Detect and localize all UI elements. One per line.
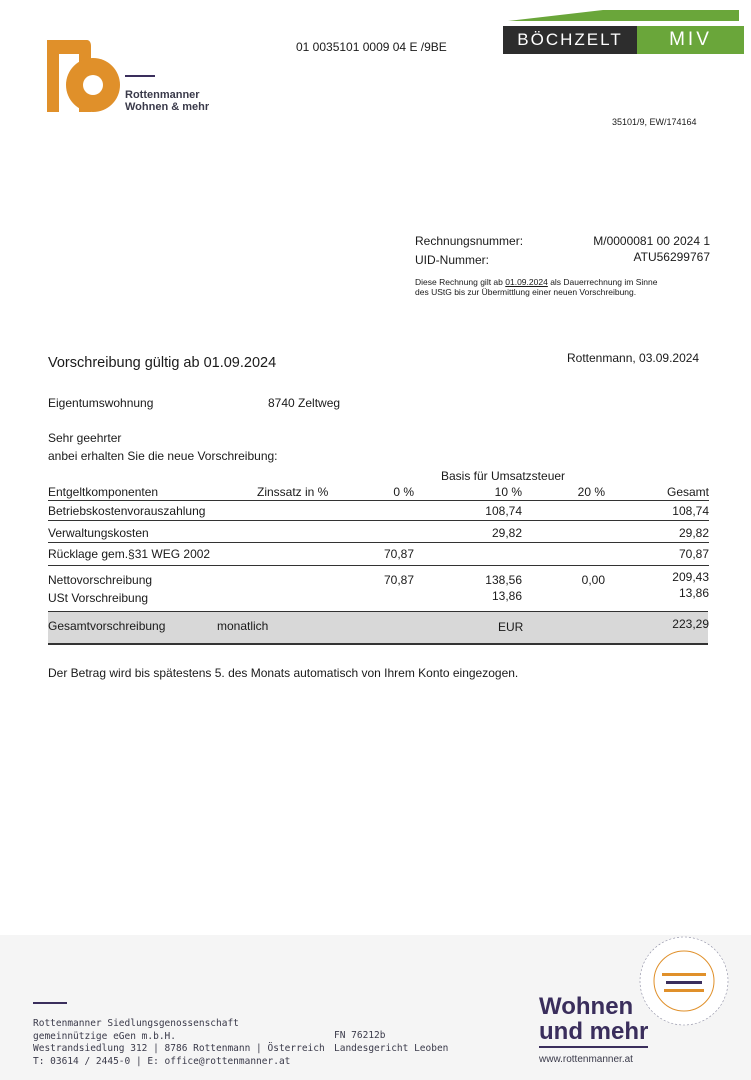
table-row-10pct: 29,82 xyxy=(491,526,522,540)
footer-divider xyxy=(33,1002,67,1004)
col-10pct: 10 % xyxy=(494,485,522,499)
vat-basis-header: Basis für Umsatzsteuer xyxy=(441,469,566,483)
col-components: Entgeltkomponenten xyxy=(48,485,159,499)
net-20pct: 0,00 xyxy=(581,573,605,587)
header-rule xyxy=(48,500,709,501)
rottenmanner-logo-icon xyxy=(47,40,122,112)
vat-10pct: 13,86 xyxy=(491,589,522,603)
table-row-label: Betriebskostenvorauszahlung xyxy=(48,504,206,518)
table-row-0pct: 70,87 xyxy=(383,547,414,561)
footer-website: www.rottenmanner.at xyxy=(539,1054,633,1065)
document-number: 01 0035101 0009 04 E /9BE xyxy=(296,40,447,54)
footer-slogan: Wohnen und mehr xyxy=(539,993,649,1045)
col-20pct: 20 % xyxy=(577,485,605,499)
vat-label: USt Vorschreibung xyxy=(48,591,149,605)
table-row-total: 70,87 xyxy=(678,547,709,561)
place-date: Rottenmann, 03.09.2024 xyxy=(567,351,700,365)
col-0pct: 0 % xyxy=(393,485,414,499)
slogan-underline xyxy=(539,1046,648,1048)
row-rule xyxy=(48,565,709,566)
col-total: Gesamt xyxy=(666,485,709,499)
object-label: Eigentumswohnung xyxy=(48,396,154,410)
brand-divider xyxy=(125,75,155,77)
object-address: 8740 Zeltweg xyxy=(268,396,341,410)
net-total: 209,43 xyxy=(672,570,709,584)
values-seal-icon xyxy=(638,935,730,1027)
table-row-total: 29,82 xyxy=(678,526,709,540)
grand-total-label: Gesamtvorschreibung xyxy=(48,619,166,633)
intro-text: anbei erhalten Sie die neue Vorschreibung: xyxy=(48,449,278,463)
invoice-number-label: Rechnungsnummer: xyxy=(415,234,524,248)
grand-total-currency: EUR xyxy=(498,620,524,634)
row-rule xyxy=(48,520,709,521)
footer-registry: FN 76212b Landesgericht Leoben xyxy=(334,1030,449,1054)
net-10pct: 138,56 xyxy=(485,573,522,587)
table-row-10pct: 108,74 xyxy=(485,504,522,518)
row-rule xyxy=(48,542,709,543)
reference-code: 35101/9, EW/174164 xyxy=(612,117,697,127)
grand-total-period: monatlich xyxy=(217,619,269,633)
roof-icon xyxy=(503,8,744,28)
debit-notice: Der Betrag wird bis spätestens 5. des Monats automatisch von Ihrem Konto eingezogen. xyxy=(48,666,519,680)
col-interest: Zinssatz in % xyxy=(257,485,329,499)
table-row-label: Verwaltungskosten xyxy=(48,526,149,540)
page-title: Vorschreibung gültig ab 01.09.2024 xyxy=(48,355,277,371)
invoice-number-value: M/0000081 00 2024 1 xyxy=(593,234,710,248)
vat-total: 13,86 xyxy=(678,586,709,600)
net-0pct: 70,87 xyxy=(383,573,414,587)
invoice-note: Diese Rechnung gilt ab 01.09.2024 als Dauerrechnung im Sinne des UStG bis zur Übermittlung einer neuen Vorschreibung. xyxy=(415,277,658,297)
net-label: Nettovorschreibung xyxy=(48,573,153,587)
grand-total-value: 223,29 xyxy=(672,617,709,631)
table-row-total: 108,74 xyxy=(672,504,709,518)
table-row-label: Rücklage gem.§31 WEG 2002 xyxy=(48,547,211,561)
uid-label: UID-Nummer: xyxy=(415,253,489,267)
footer-org: Rottenmanner Siedlungsgenossenschaft gemeinnützige eGen m.b.H. Westrandsiedlung 312 | 8786 Rottenmann | Österreich T: 03614 / 2445-0 | E: office@rottenmanner.at xyxy=(33,1018,325,1067)
uid-value: ATU56299767 xyxy=(633,250,710,264)
partner-logo: BÖCHZELT MIV xyxy=(503,8,744,56)
brand-name: Rottenmanner Wohnen & mehr xyxy=(125,89,210,113)
greeting: Sehr geehrter xyxy=(48,431,122,445)
